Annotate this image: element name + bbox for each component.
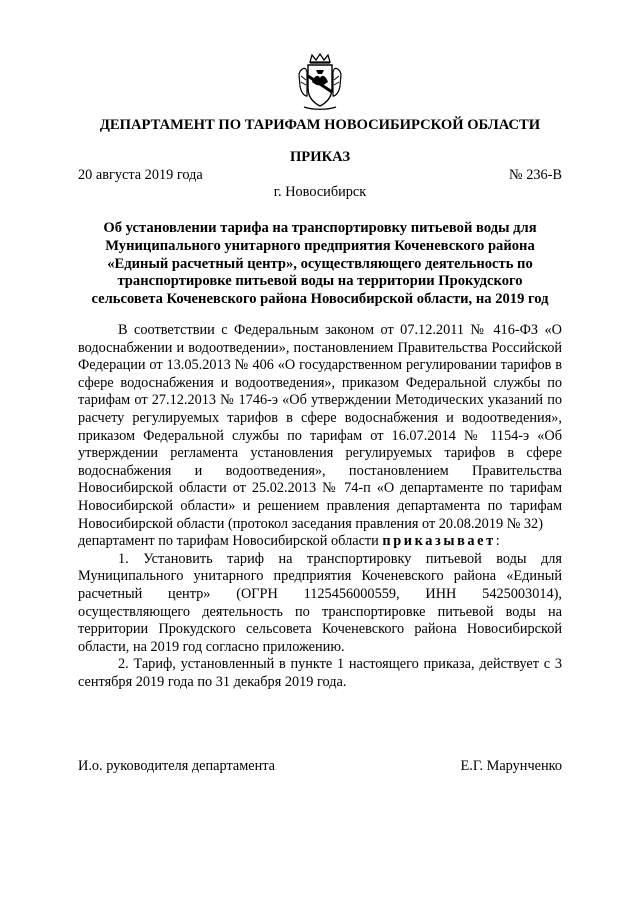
order-item-2: 2. Тариф, установленный в пункте 1 настоящего приказа, действует с 3 сентября 2019 года по 31 декабря 2019 года.	[78, 656, 562, 690]
preamble-paragraph: В соответствии с Федеральным законом от 07.12.2011 № 416-ФЗ «О водоснабжении и водоотведении», постановлением Правительства Российской Федерации от 13.05.2013 № 406 «О государственном регулировании тарифов в сфере водоснабжения и водоотведения», приказом Федеральной службы по тарифам от 27.12.2013 № 1746-э «Об утверждении Методических указаний по расчету регулируемых тарифов в сфере водоснабжения и водоотведения», приказом Федеральной службы по тарифам от 16.07.2014 № 1154-э «Об утверждении регламента установления регулируемых тарифов в сфере водоснабжения и водоотведения», постановлением Правительства Новосибирской области от 25.02.2013 № 74-п «О департаменте по тарифам Новосибирской области» и решением правления департамента по тарифам Новосибирской области (протокол заседания правления от 20.08.2019 № 32)	[78, 322, 562, 532]
document-city: г. Новосибирск	[273, 184, 367, 200]
order-item-1: 1. Установить тариф на транспортировку питьевой воды для Муниципального унитарного предприятия Коченевского района «Единый расчетный центр» (ОГРН 1125456000559, ИНН 5425003014), осуществляющего деятельность по транспортировке питьевой воды на территории Прокудского сельсовета Коченевского района Новосибирской области, на 2019 год согласно приложению.	[78, 550, 562, 655]
department-heading: ДЕПАРТАМЕНТ ПО ТАРИФАМ НОВОСИБИРСКОЙ ОБЛАСТИ	[99, 117, 541, 133]
document-date: 20 августа 2019 года	[78, 167, 203, 183]
document-type-heading: ПРИКАЗ	[289, 149, 351, 165]
order-suffix: :	[495, 533, 500, 550]
order-prefix: департамент по тарифам Новосибирской области	[78, 533, 383, 550]
document-body	[78, 322, 562, 691]
signature-position: И.о. руководителя департамента	[78, 758, 276, 774]
document-number: № 236-В	[509, 167, 562, 183]
document-title: Об установлении тарифа на транспортировку питьевой воды для Муниципального унитарного предприятия Коченевского района «Единый расчетный центр», осуществляющего деятельность по транспортировке питьевой воды на территории Прокудского сельсовета Коченевского района Новосибирской области, на 2019 год	[91, 220, 549, 308]
coat-of-arms-emblem-icon	[296, 52, 344, 112]
order-paragraph	[78, 533, 562, 551]
order-word: приказывает	[382, 533, 496, 550]
signature-name: Е.Г. Марунченко	[460, 758, 562, 774]
